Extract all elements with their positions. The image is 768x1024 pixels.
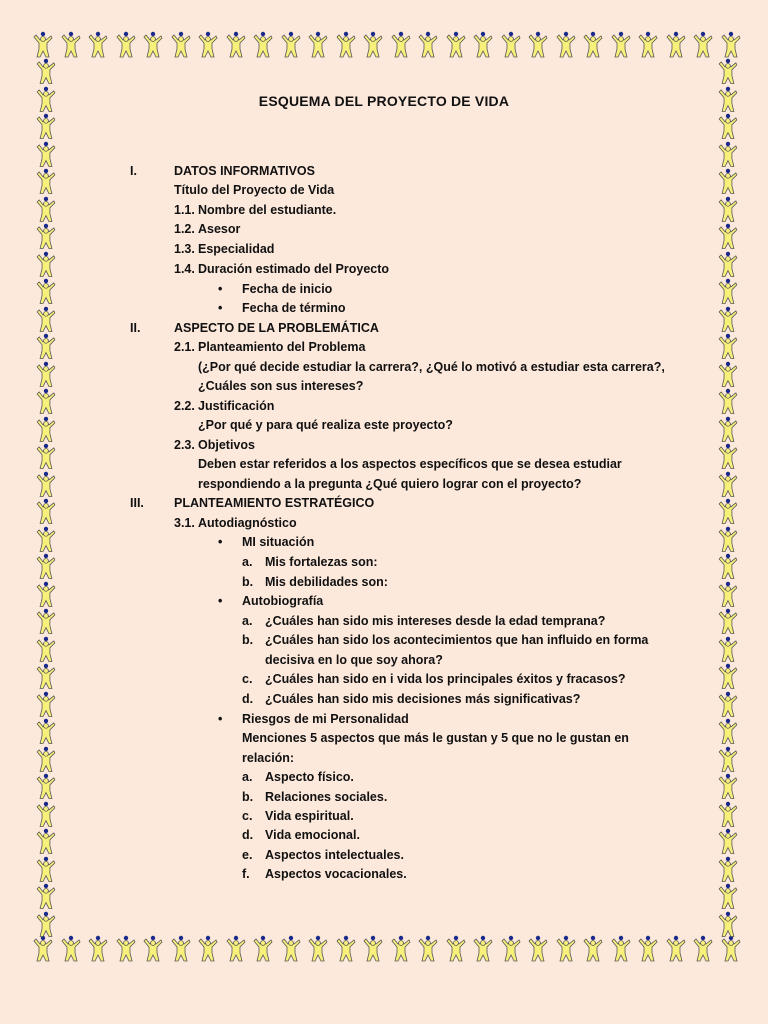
stick-figure-icon: [553, 935, 577, 963]
stick-figure-icon: [195, 31, 219, 59]
outline-text: Vida espiritual.: [265, 809, 354, 823]
stick-figure-icon: [715, 883, 739, 911]
outline-text: Objetivos: [198, 438, 255, 452]
stick-figure-icon: [715, 58, 739, 86]
stick-figure-icon: [223, 935, 247, 963]
outline-text: Autodiagnóstico: [198, 516, 297, 530]
stick-figure-icon: [85, 31, 109, 59]
list-letter: d.: [242, 828, 254, 842]
item-number: 2.3.: [174, 438, 195, 452]
stick-figure-icon: [715, 773, 739, 801]
stick-figure-icon: [223, 31, 247, 59]
stick-figure-icon: [33, 113, 57, 141]
stick-figure-icon: [443, 31, 467, 59]
outline-text: Deben estar referidos a los aspectos específicos que se desea estudiar: [198, 457, 622, 471]
stick-figure-icon: [113, 935, 137, 963]
stick-figure-icon: [33, 828, 57, 856]
outline-text: relación:: [242, 751, 295, 765]
section-number: I.: [130, 164, 137, 178]
stick-figure-icon: [715, 746, 739, 774]
stick-figure-icon: [250, 31, 274, 59]
list-letter: c.: [242, 672, 253, 686]
stick-figure-icon: [715, 223, 739, 251]
stick-figure-icon: [715, 801, 739, 829]
item-number: 1.4.: [174, 262, 195, 276]
item-number: 2.1.: [174, 340, 195, 354]
stick-figure-icon: [33, 223, 57, 251]
stick-figure-icon: [525, 935, 549, 963]
stick-figure-icon: [715, 526, 739, 554]
stick-figure-icon: [388, 935, 412, 963]
stick-figure-icon: [415, 935, 439, 963]
list-letter: b.: [242, 633, 254, 647]
outline-text: Vida emocional.: [265, 828, 360, 842]
stick-figure-icon: [33, 746, 57, 774]
stick-figure-icon: [715, 196, 739, 224]
stick-figure-icon: [690, 31, 714, 59]
stick-figure-icon: [33, 471, 57, 499]
stick-figure-icon: [715, 691, 739, 719]
bullet-item: • MI situación: [242, 534, 314, 550]
outline-text: ¿Por qué y para qué realiza este proyecto?: [198, 418, 453, 432]
outline-text: Justificación: [198, 399, 275, 413]
stick-figure-icon: [715, 361, 739, 389]
stick-figure-icon: [663, 31, 687, 59]
stick-figure-icon: [33, 306, 57, 334]
outline-text: Aspecto físico.: [265, 770, 354, 784]
decorative-border-top: [30, 30, 742, 60]
outline-text: Aspectos intelectuales.: [265, 848, 404, 862]
stick-figure-icon: [498, 935, 522, 963]
document-title: ESQUEMA DEL PROYECTO DE VIDA: [258, 93, 510, 109]
stick-figure-icon: [33, 361, 57, 389]
stick-figure-icon: [715, 636, 739, 664]
list-letter: e.: [242, 848, 253, 862]
list-letter: b.: [242, 790, 254, 804]
stick-figure-icon: [443, 935, 467, 963]
stick-figure-icon: [305, 935, 329, 963]
list-letter: b.: [242, 575, 254, 589]
stick-figure-icon: [635, 31, 659, 59]
outline-text: ¿Cuáles han sido en i vida los principales éxitos y fracasos?: [265, 672, 626, 686]
stick-figure-icon: [33, 58, 57, 86]
stick-figure-icon: [608, 31, 632, 59]
item-number: 2.2.: [174, 399, 195, 413]
stick-figure-icon: [388, 31, 412, 59]
stick-figure-icon: [33, 911, 57, 939]
outline-text: Duración estimado del Proyecto: [198, 262, 390, 276]
stick-figure-icon: [33, 141, 57, 169]
stick-figure-icon: [715, 443, 739, 471]
list-letter: c.: [242, 809, 253, 823]
stick-figure-icon: [33, 168, 57, 196]
stick-figure-icon: [33, 691, 57, 719]
stick-figure-icon: [33, 251, 57, 279]
stick-figure-icon: [470, 31, 494, 59]
outline-text: ¿Cuáles son sus intereses?: [198, 379, 364, 393]
stick-figure-icon: [33, 856, 57, 884]
stick-figure-icon: [715, 663, 739, 691]
stick-figure-icon: [690, 935, 714, 963]
stick-figure-icon: [553, 31, 577, 59]
stick-figure-icon: [715, 718, 739, 746]
stick-figure-icon: [333, 935, 357, 963]
stick-figure-icon: [718, 935, 742, 963]
stick-figure-icon: [33, 388, 57, 416]
stick-figure-icon: [33, 581, 57, 609]
stick-figure-icon: [33, 526, 57, 554]
stick-figure-icon: [715, 251, 739, 279]
stick-figure-icon: [715, 471, 739, 499]
stick-figure-icon: [360, 31, 384, 59]
stick-figure-icon: [278, 935, 302, 963]
stick-figure-icon: [33, 498, 57, 526]
stick-figure-icon: [715, 388, 739, 416]
section-heading: ASPECTO DE LA PROBLEMÁTICA: [174, 321, 379, 335]
section-number: III.: [130, 496, 144, 510]
stick-figure-icon: [33, 773, 57, 801]
stick-figure-icon: [33, 443, 57, 471]
stick-figure-icon: [33, 608, 57, 636]
list-letter: f.: [242, 867, 250, 881]
stick-figure-icon: [360, 935, 384, 963]
decorative-border-right: [712, 58, 742, 938]
stick-figure-icon: [608, 935, 632, 963]
stick-figure-icon: [33, 663, 57, 691]
stick-figure-icon: [58, 935, 82, 963]
outline-text: Planteamiento del Problema: [198, 340, 366, 354]
outline-text: Menciones 5 aspectos que más le gustan y 5 que no le gustan en: [242, 731, 629, 745]
stick-figure-icon: [140, 935, 164, 963]
stick-figure-icon: [580, 935, 604, 963]
stick-figure-icon: [278, 31, 302, 59]
stick-figure-icon: [718, 31, 742, 59]
outline-text: Relaciones sociales.: [265, 790, 388, 804]
outline-text: ¿Cuáles han sido los acontecimientos que han influido en forma: [265, 633, 649, 647]
bullet-item: • Fecha de término: [242, 300, 346, 316]
stick-figure-icon: [715, 306, 739, 334]
stick-figure-icon: [33, 801, 57, 829]
bullet-item: • Autobiografía: [242, 593, 323, 609]
stick-figure-icon: [33, 278, 57, 306]
stick-figure-icon: [250, 935, 274, 963]
stick-figure-icon: [580, 31, 604, 59]
item-number: 3.1.: [174, 516, 195, 530]
stick-figure-icon: [715, 168, 739, 196]
outline-text: Título del Proyecto de Vida: [174, 183, 335, 197]
stick-figure-icon: [715, 278, 739, 306]
outline-text: Nombre del estudiante.: [198, 203, 337, 217]
list-letter: a.: [242, 770, 253, 784]
stick-figure-icon: [715, 608, 739, 636]
stick-figure-icon: [33, 718, 57, 746]
outline-text: Mis debilidades son:: [265, 575, 388, 589]
outline-text: (¿Por qué decide estudiar la carrera?, ¿Qué lo motivó a estudiar esta carrera?,: [198, 360, 665, 374]
stick-figure-icon: [333, 31, 357, 59]
stick-figure-icon: [195, 935, 219, 963]
stick-figure-icon: [715, 141, 739, 169]
stick-figure-icon: [715, 333, 739, 361]
outline-text: ¿Cuáles han sido mis intereses desde la edad temprana?: [265, 614, 606, 628]
stick-figure-icon: [140, 31, 164, 59]
bullet-item: • Riesgos de mi Personalidad: [242, 711, 409, 727]
list-letter: d.: [242, 692, 254, 706]
list-letter: a.: [242, 555, 253, 569]
outline-text: respondiendo a la pregunta ¿Qué quiero lograr con el proyecto?: [198, 477, 582, 491]
stick-figure-icon: [33, 333, 57, 361]
stick-figure-icon: [715, 581, 739, 609]
outline-text: Asesor: [198, 222, 241, 236]
section-heading: PLANTEAMIENTO ESTRATÉGICO: [174, 496, 375, 510]
stick-figure-icon: [33, 416, 57, 444]
stick-figure-icon: [33, 196, 57, 224]
stick-figure-icon: [30, 31, 54, 59]
stick-figure-icon: [58, 31, 82, 59]
stick-figure-icon: [168, 935, 192, 963]
stick-figure-icon: [663, 935, 687, 963]
bullet-item: • Fecha de inicio: [242, 281, 332, 297]
stick-figure-icon: [470, 935, 494, 963]
stick-figure-icon: [168, 31, 192, 59]
decorative-border-bottom: [30, 934, 742, 964]
section-number: II.: [130, 321, 141, 335]
section-heading: DATOS INFORMATIVOS: [174, 164, 315, 178]
stick-figure-icon: [715, 856, 739, 884]
stick-figure-icon: [715, 416, 739, 444]
stick-figure-icon: [715, 498, 739, 526]
stick-figure-icon: [498, 31, 522, 59]
item-number: 1.2.: [174, 222, 195, 236]
stick-figure-icon: [635, 935, 659, 963]
stick-figure-icon: [30, 935, 54, 963]
stick-figure-icon: [715, 553, 739, 581]
stick-figure-icon: [113, 31, 137, 59]
stick-figure-icon: [525, 31, 549, 59]
item-number: 1.3.: [174, 242, 195, 256]
stick-figure-icon: [715, 911, 739, 939]
item-number: 1.1.: [174, 203, 195, 217]
stick-figure-icon: [715, 828, 739, 856]
outline-text: Especialidad: [198, 242, 275, 256]
stick-figure-icon: [33, 883, 57, 911]
stick-figure-icon: [415, 31, 439, 59]
list-letter: a.: [242, 614, 253, 628]
outline-text: decisiva en lo que soy ahora?: [265, 653, 443, 667]
outline-text: Aspectos vocacionales.: [265, 867, 407, 881]
decorative-border-left: [30, 58, 60, 938]
stick-figure-icon: [305, 31, 329, 59]
stick-figure-icon: [33, 553, 57, 581]
outline-text: ¿Cuáles han sido mis decisiones más significativas?: [265, 692, 581, 706]
stick-figure-icon: [85, 935, 109, 963]
outline-text: Mis fortalezas son:: [265, 555, 378, 569]
stick-figure-icon: [33, 636, 57, 664]
stick-figure-icon: [715, 113, 739, 141]
